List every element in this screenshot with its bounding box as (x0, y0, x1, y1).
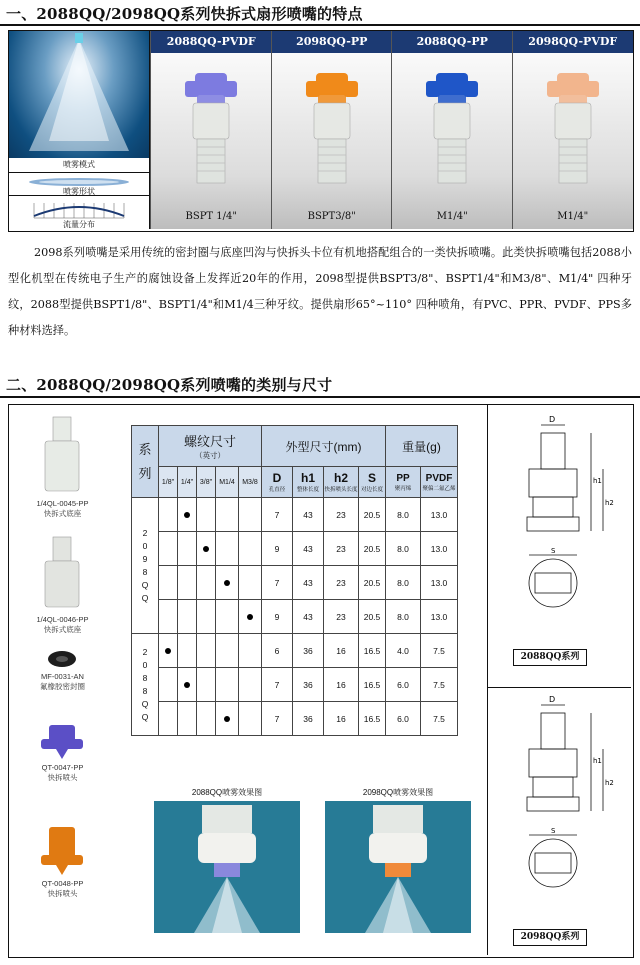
value-cell: 43 (293, 532, 324, 566)
thread-empty (216, 498, 239, 532)
weight-symbol: PP (396, 472, 410, 484)
section2-title: 二、2088QQ/2098QQ系列喷嘴的类别与尺寸 (6, 376, 333, 394)
section2-rule (0, 396, 640, 398)
thread-empty (197, 634, 216, 668)
nozzle-illustration (151, 53, 271, 203)
dim-s-label: S (551, 547, 556, 555)
thread-empty (216, 634, 239, 668)
value-cell: 16.5 (359, 634, 386, 668)
value-cell: 6 (262, 634, 293, 668)
part-item (15, 650, 110, 692)
series-header (132, 426, 159, 498)
product-header: 2088QQ-PP (392, 31, 513, 53)
thread-empty (178, 600, 197, 634)
thread-mark (197, 532, 216, 566)
thread-mark (239, 600, 262, 634)
effect-photo-block (154, 787, 300, 937)
value-cell: 7 (262, 668, 293, 702)
part-code: 1/4QL-0046-PP (36, 615, 89, 624)
dim-sub: 孔直径 (268, 487, 286, 493)
dim-h1-label: h1 (593, 477, 602, 485)
dim-symbol: h1 (300, 471, 315, 485)
effect-photo (154, 801, 300, 933)
thread-mark (159, 634, 178, 668)
value-cell: 36 (293, 634, 324, 668)
nozzle-illustration (272, 53, 392, 203)
specs-panel (8, 404, 634, 958)
part-item (15, 415, 110, 519)
thread-empty (197, 566, 216, 600)
nozzle-tip-icon (15, 825, 110, 875)
spray-photo (9, 31, 149, 158)
dim-sub: 整体长度 (296, 487, 319, 493)
value-cell: 9 (262, 600, 293, 634)
thread-empty (216, 668, 239, 702)
value-cell: 23 (324, 600, 359, 634)
value-cell: 20.5 (359, 600, 386, 634)
thread-header-sub: （英寸） (195, 451, 225, 460)
weight-symbol: PVDF (425, 472, 453, 484)
value-cell: 9 (262, 532, 293, 566)
dim-h2-label: h2 (605, 779, 614, 787)
dim-col-header (293, 467, 324, 498)
thread-col-header: M1/4 (216, 467, 239, 498)
product-photo (151, 53, 272, 229)
product-thread-label: M1/4" (436, 211, 468, 222)
thread-empty (239, 566, 262, 600)
effect-caption: 2098QQ喷雾效果图 (362, 788, 434, 797)
value-cell: 7 (262, 566, 293, 600)
spray-pattern-label: 喷雾模式 (63, 160, 95, 169)
value-cell: 23 (324, 566, 359, 600)
product-photo (392, 53, 513, 229)
nozzle-illustration (392, 53, 512, 203)
features-panel (8, 30, 634, 232)
effect-caption: 2088QQ喷雾效果图 (191, 788, 263, 797)
value-cell: 23 (324, 498, 359, 532)
thread-empty (197, 498, 216, 532)
diagram-label: 2098QQ系列 (513, 929, 587, 946)
thread-mark (216, 566, 239, 600)
thread-dot (247, 614, 253, 620)
value-cell: 13.0 (421, 600, 458, 634)
dim-h2-label: h2 (605, 499, 614, 507)
thread-empty (239, 498, 262, 532)
dimension-diagram (491, 693, 631, 953)
spray-column (9, 31, 150, 229)
product-header: 2098QQ-PP (272, 31, 393, 53)
dim-header: 外型尺寸(mm) (262, 426, 386, 467)
diagram-divider-vertical (487, 405, 488, 955)
part-code: QT-0047-PP (41, 763, 84, 772)
thread-col-header: 1/8" (159, 467, 178, 498)
dim-symbol: S (367, 471, 376, 485)
value-cell: 43 (293, 566, 324, 600)
value-cell: 8.0 (386, 532, 421, 566)
product-thread-label: BSPT3/8" (307, 211, 356, 222)
series-cell: 2 0 8 8 Q Q (132, 634, 159, 736)
value-cell: 7 (262, 702, 293, 736)
series-cell: 2 0 9 8 Q Q (132, 498, 159, 634)
part-item (15, 535, 110, 635)
part-code: MF-0031-AN (41, 672, 84, 681)
value-cell: 16 (324, 668, 359, 702)
part-code: QT-0048-PP (41, 879, 84, 888)
spec-table-wrap (131, 425, 458, 736)
thread-empty (197, 702, 216, 736)
part-name: 氟橡胶密封圈 (40, 682, 85, 691)
part-code: 1/4QL-0045-PP (36, 499, 89, 508)
dim-sub: 快拆喷头长度 (324, 487, 358, 493)
spec-table (131, 425, 458, 736)
thread-empty (239, 532, 262, 566)
part-item (15, 825, 110, 899)
thread-dot (224, 580, 230, 586)
value-cell: 6.0 (386, 668, 421, 702)
dim-col-header (262, 467, 293, 498)
table-row (132, 668, 458, 702)
table-row (132, 600, 458, 634)
thread-col-header: 3/8" (197, 467, 216, 498)
thread-empty (239, 702, 262, 736)
value-cell: 16 (324, 634, 359, 668)
value-cell: 8.0 (386, 566, 421, 600)
thread-empty (216, 600, 239, 634)
thread-mark (178, 668, 197, 702)
product-column (512, 31, 634, 229)
spray-shape-label: 喷雾形状 (63, 187, 95, 196)
value-cell: 13.0 (421, 532, 458, 566)
value-cell: 16.5 (359, 668, 386, 702)
thread-empty (178, 634, 197, 668)
product-column (391, 31, 513, 229)
thread-mark (216, 702, 239, 736)
thread-empty (159, 566, 178, 600)
thread-header-title: 螺纹尺寸 (183, 434, 236, 449)
seal-ring-icon (15, 650, 110, 668)
diagram-label: 2088QQ系列 (513, 649, 587, 666)
thread-empty (197, 668, 216, 702)
thread-dot (165, 648, 171, 654)
value-cell: 8.0 (386, 600, 421, 634)
product-thread-label: M1/4" (557, 211, 589, 222)
part-name: 快拆喷头 (47, 889, 78, 898)
thread-empty (178, 702, 197, 736)
nozzle-illustration (513, 53, 633, 203)
thread-mark (178, 498, 197, 532)
spray-shape-cell (9, 172, 149, 195)
weight-col-header (421, 467, 458, 498)
series-header-line2: 列 (138, 465, 152, 481)
value-cell: 4.0 (386, 634, 421, 668)
thread-col-header: M3/8 (239, 467, 262, 498)
part-name: 快拆喷头 (47, 773, 78, 782)
thread-empty (159, 498, 178, 532)
value-cell: 6.0 (386, 702, 421, 736)
nozzle-tip-icon (15, 723, 110, 759)
value-cell: 20.5 (359, 498, 386, 532)
table-row (132, 634, 458, 668)
value-cell: 43 (293, 600, 324, 634)
product-header: 2088QQ-PVDF (151, 31, 272, 53)
weight-header: 重量(g) (386, 426, 458, 467)
effect-photo (325, 801, 471, 933)
thread-empty (178, 566, 197, 600)
value-cell: 16.5 (359, 702, 386, 736)
part-base-icon (15, 535, 110, 611)
value-cell: 7 (262, 498, 293, 532)
thread-dot (224, 716, 230, 722)
part-item (15, 723, 110, 783)
dim-symbol: D (272, 471, 282, 485)
value-cell: 7.5 (421, 634, 458, 668)
value-cell: 13.0 (421, 498, 458, 532)
effect-photo-block (325, 787, 471, 937)
value-cell: 7.5 (421, 668, 458, 702)
dim-d-label: D (549, 415, 556, 424)
weight-sub: 聚偏二氟乙烯 (422, 485, 456, 492)
product-header: 2098QQ-PVDF (513, 31, 634, 53)
table-row (132, 702, 458, 736)
thread-header (159, 426, 262, 467)
series-header-line1: 系 (138, 441, 152, 457)
flow-distribution-cell (9, 195, 149, 230)
part-base-icon (15, 415, 110, 495)
flow-distribution-label: 流量分布 (63, 220, 95, 229)
weight-sub: 聚丙烯 (394, 485, 412, 492)
value-cell: 36 (293, 702, 324, 736)
thread-dot (203, 546, 209, 552)
thread-col-header: 1/4" (178, 467, 197, 498)
dim-symbol: h2 (333, 471, 348, 485)
table-row (132, 566, 458, 600)
product-column (271, 31, 393, 229)
product-photo (513, 53, 634, 229)
thread-empty (159, 702, 178, 736)
thread-empty (159, 668, 178, 702)
dim-h1-label: h1 (593, 757, 602, 765)
section1-rule (0, 24, 640, 26)
value-cell: 8.0 (386, 498, 421, 532)
description-paragraph: 2098系列喷嘴是采用传统的密封圈与底座凹沟与快拆头卡位有机地搭配组合的一类快拆喷嘴。此类快拆喷嘴包括2088小型化机型在传统电子生产的腐蚀设备上发挥近20年的作用，2098型提供BSPT3/8"、BSPT1/4"和M3/8"、M1/4" 四种牙纹，2088型提供BSPT1/8"、BSPT1/4"和M1/4三种牙纹。提供扇形65°~110° 四种喷角，有PVC、PPR、PVDF、PPS多种材料选择。 (8, 246, 632, 337)
table-row (132, 532, 458, 566)
table-row (132, 498, 458, 532)
value-cell: 13.0 (421, 566, 458, 600)
part-name: 快拆式底座 (43, 509, 82, 518)
dimension-diagram (491, 413, 631, 673)
dimension-drawing (491, 413, 631, 641)
thread-dot (184, 512, 190, 518)
dim-d-label: D (549, 695, 556, 704)
dimension-drawing (491, 693, 631, 921)
value-cell: 36 (293, 668, 324, 702)
thread-empty (197, 600, 216, 634)
section1-title: 一、2088QQ/2098QQ系列快拆式扇形喷嘴的特点 (6, 5, 363, 23)
thread-empty (178, 532, 197, 566)
weight-col-header (386, 467, 421, 498)
product-photo (272, 53, 393, 229)
value-cell: 20.5 (359, 566, 386, 600)
diagram-divider-horizontal (487, 687, 631, 688)
product-column (150, 31, 272, 229)
value-cell: 7.5 (421, 702, 458, 736)
part-name: 快拆式底座 (43, 625, 82, 634)
product-thread-label: BSPT 1/4" (185, 211, 237, 222)
dim-col-header (324, 467, 359, 498)
value-cell: 43 (293, 498, 324, 532)
dim-s-label: S (551, 827, 556, 835)
flow-distribution-chart (9, 198, 149, 220)
dim-sub: 对边长度 (360, 487, 383, 493)
thread-dot (184, 682, 190, 688)
value-cell: 16 (324, 702, 359, 736)
thread-empty (239, 668, 262, 702)
thread-empty (216, 532, 239, 566)
dim-col-header (359, 467, 386, 498)
thread-empty (159, 600, 178, 634)
thread-empty (239, 634, 262, 668)
spray-cone-graphic (9, 31, 149, 158)
value-cell: 23 (324, 532, 359, 566)
thread-empty (159, 532, 178, 566)
value-cell: 20.5 (359, 532, 386, 566)
